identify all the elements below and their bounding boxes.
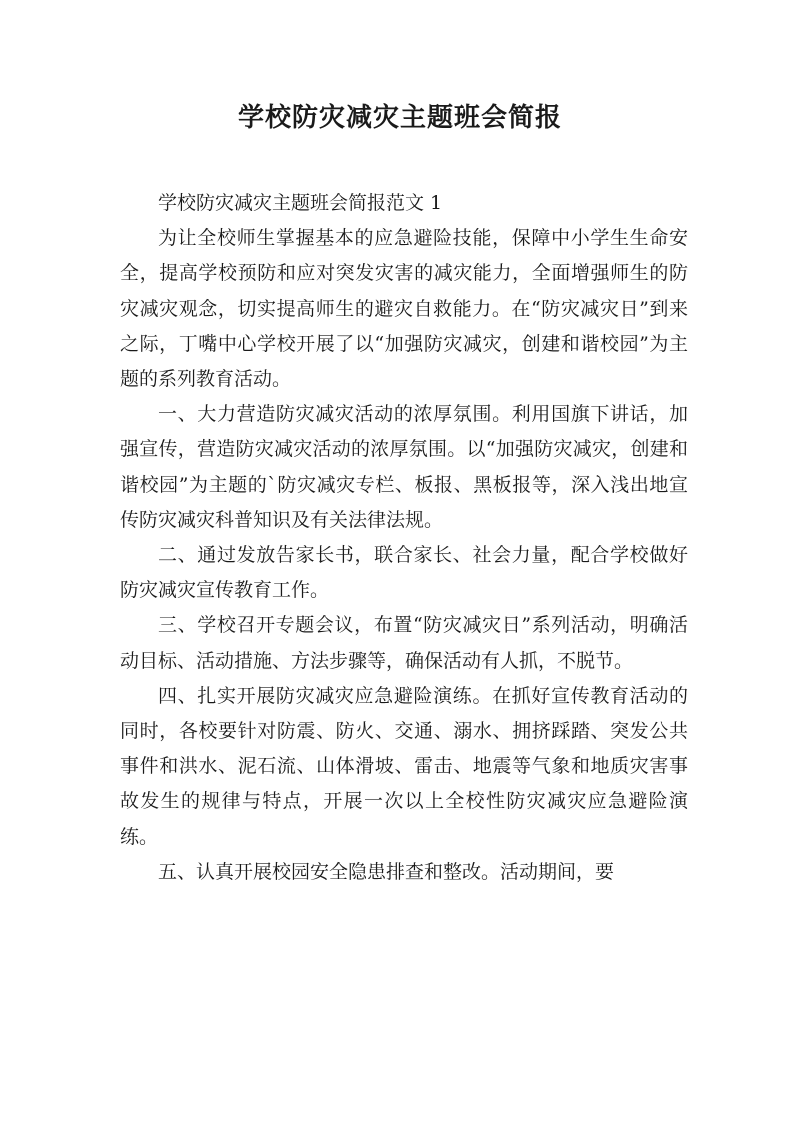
paragraph-item-3: 三、学校召开专题会议，布置“防灾减灾日”系列活动，明确活动目标、活动措施、方法步骤等，确保活动有人抓，不脱节。: [120, 614, 688, 672]
paragraph-item-2: 二、通过发放告家长书，联合家长、社会力量，配合学校做好防灾减灾宣传教育工作。: [120, 544, 688, 602]
paragraph-item-5: 五、认真开展校园安全隐患排查和整改。活动期间，要: [158, 860, 615, 883]
document-subtitle: 学校防灾减灾主题班会简报范文 1: [158, 192, 443, 214]
paragraph-item-1: 一、大力营造防灾减灾活动的浓厚氛围。利用国旗下讲话，加强宣传，营造防灾减灾活动的浓厚氛围。以“加强防灾减灾，创建和谐校园”为主题的`防灾减灾专栏、板报、黑板报等，深入浅出地宣传防灾减灾科普知识及有关法律法规。: [120, 403, 688, 531]
document-body: [120, 186, 688, 890]
paragraph-intro: 为让全校师生掌握基本的应急避险技能，保障中小学生生命安全，提高学校预防和应对突发灾害的减灾能力，全面增强师生的防灾减灾观念，切实提高师生的避灾自救能力。在“防灾减灾日”到来之际，丁嘴中心学校开展了以“加强防灾减灾，创建和谐校园”为主题的系列教育活动。: [120, 227, 688, 391]
paragraph-item-4: 四、扎实开展防灾减灾应急避险演练。在抓好宣传教育活动的同时，各校要针对防震、防火、交通、溺水、拥挤踩踏、突发公共事件和洪水、泥石流、山体滑坡、雷击、地震等气象和地质灾害事故发生的规律与特点，开展一次以上全校性防灾减灾应急避险演练。: [120, 684, 688, 848]
document-title: 学校防灾减灾主题班会简报: [237, 103, 562, 133]
